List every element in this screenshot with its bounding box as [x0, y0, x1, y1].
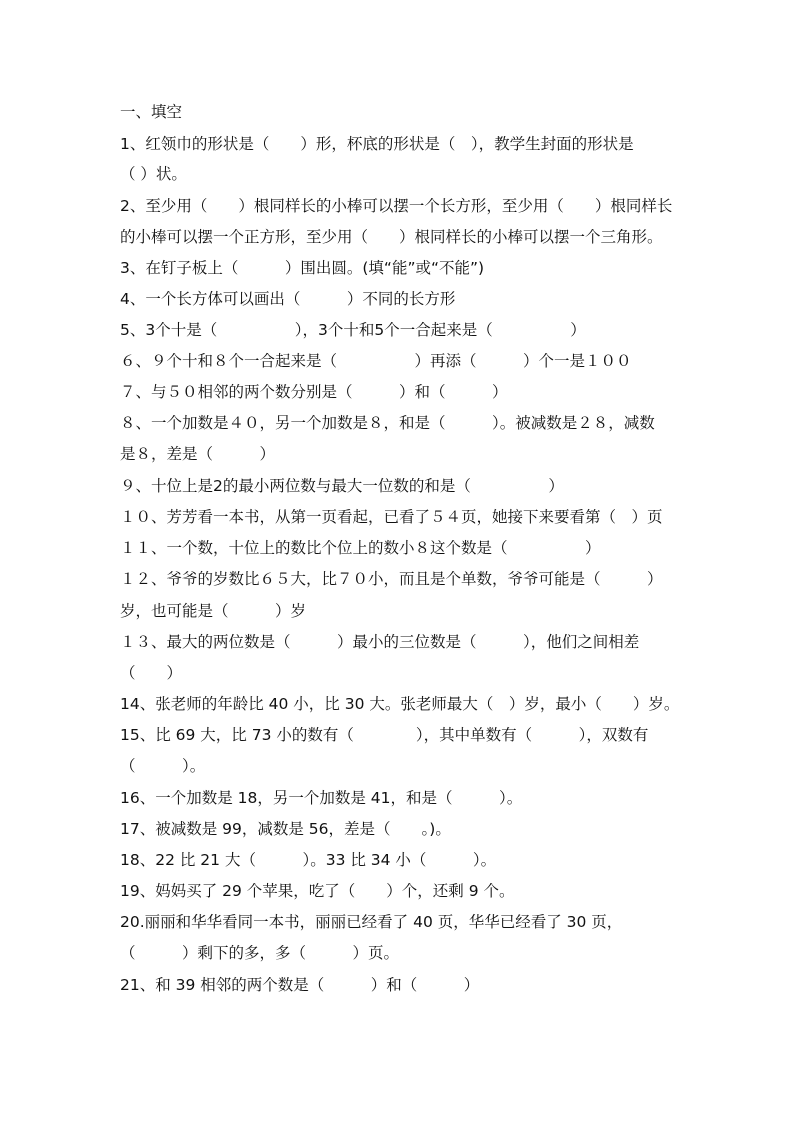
- question-line: 14、张老师的年龄比 40 小，比 30 大。张老师最大（ ）岁，最小（ ）岁。: [120, 695, 680, 713]
- question-line: 1、红领巾的形状是（ ）形，杯底的形状是（ ），教学生封面的形状是: [120, 135, 634, 153]
- question-line: 3、在钉子板上（ ）围出圆。(填“能”或“不能”): [120, 259, 485, 277]
- question-line: 20.丽丽和华华看同一本书，丽丽已经看了 40 页，华华已经看了 30 页，: [120, 913, 623, 931]
- question-line: 17、被减数是 99，减数是 56，差是（ 。)。: [120, 820, 451, 838]
- question-line: （ ）状。: [120, 165, 187, 183]
- question-line: ６、９个十和８个一合起来是（ ）再添（ ）个一是１００: [120, 352, 632, 370]
- question-line: 19、妈妈买了 29 个苹果，吃了（ ）个，还剩 9 个。: [120, 882, 515, 900]
- question-line: １０、芳芳看一本书，从第一页看起，已看了５４页，她接下来要看第（ ）页: [120, 508, 663, 526]
- question-line: （ ）剩下的多，多（ ）页。: [120, 944, 400, 962]
- question-line: 21、和 39 相邻的两个数是（ ）和（ ）: [120, 976, 480, 994]
- question-line: ８、一个加数是４０，另一个加数是８，和是（ ）。被减数是２８，减数: [120, 414, 655, 432]
- question-line: ７、与５０相邻的两个数分别是（ ）和（ ）: [120, 383, 508, 401]
- question-line: 2、至少用（ ）根同样长的小棒可以摆一个长方形，至少用（ ）根同样长: [120, 197, 673, 215]
- question-line: （ ）: [120, 664, 183, 682]
- question-line: 4、一个长方体可以画出（ ）不同的长方形: [120, 290, 456, 308]
- question-line: 18、22 比 21 大（ ）。33 比 34 小（ ）。: [120, 851, 497, 869]
- question-line: ９、十位上是2的最小两位数与最大一位数的和是（ ）: [120, 477, 564, 495]
- question-line: 16、一个加数是 18，另一个加数是 41，和是（ ）。: [120, 789, 523, 807]
- question-line: １３、最大的两位数是（ ）最小的三位数是（ ），他们之间相差: [120, 633, 640, 651]
- question-line: １２、爷爷的岁数比６５大，比７０小，而且是个单数，爷爷可能是（ ）: [120, 570, 663, 588]
- question-line: 的小棒可以摆一个正方形，至少用（ ）根同样长的小棒可以摆一个三角形。: [120, 228, 663, 246]
- question-line: 岁，也可能是（ ）岁: [120, 602, 307, 620]
- question-line: １１、一个数，十位上的数比个位上的数小８这个数是（ ）: [120, 539, 601, 557]
- question-line: 15、比 69 大，比 73 小的数有（ ），其中单数有（ ），双数有: [120, 726, 649, 744]
- section-title: 一、填空: [120, 103, 183, 121]
- question-line: 是８，差是（ ）: [120, 445, 276, 463]
- question-line: （ ）。: [120, 757, 206, 775]
- question-line: 5、3个十是（ ），3个十和5个一合起来是（ ）: [120, 321, 586, 339]
